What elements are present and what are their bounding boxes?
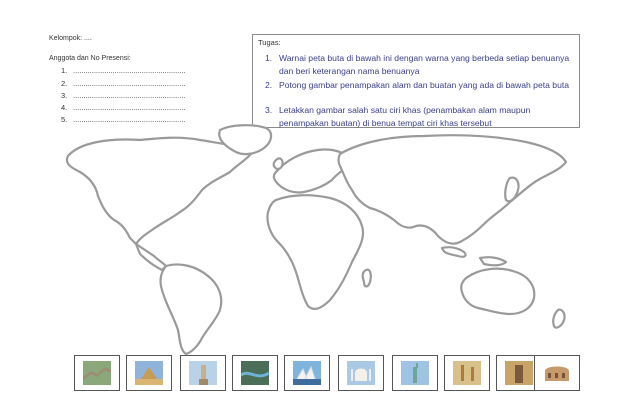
task-title: Tugas: bbox=[258, 38, 281, 47]
member-number: 5. bbox=[61, 115, 68, 124]
member-number: 2. bbox=[61, 79, 68, 88]
member-blank: ...................................................... bbox=[73, 91, 186, 100]
picture-taj-mahal[interactable] bbox=[338, 355, 384, 391]
member-number: 3. bbox=[61, 91, 68, 100]
task-text: Warnai peta buta di bawah ini dengan warna yang berbeda setiap benuanya dan beri keterangan nama benuanya bbox=[279, 53, 570, 76]
sphinx-icon bbox=[135, 361, 163, 385]
british-isles-outline bbox=[274, 158, 283, 169]
task-number: 2. bbox=[265, 80, 273, 90]
picture-river-canyon[interactable] bbox=[232, 355, 278, 391]
australia-outline bbox=[461, 269, 534, 314]
liberty-icon bbox=[401, 361, 429, 385]
africa-outline bbox=[267, 195, 363, 309]
giraffe-icon bbox=[453, 361, 481, 385]
task-text: Letakkan gambar salah satu ciri khas (penambakan alam maupun penampakan buatan) di benua tempat ciri khas tersebut bbox=[279, 105, 531, 128]
moai-icon bbox=[505, 361, 533, 385]
indonesia-outline bbox=[442, 247, 466, 257]
colosseum-icon bbox=[543, 361, 571, 385]
member-blank: ...................................................... bbox=[73, 66, 186, 75]
task-item-2 bbox=[265, 79, 575, 92]
group-label: Kelompok: .... bbox=[49, 35, 92, 42]
picture-opera-house[interactable] bbox=[284, 355, 330, 391]
member-blank: ...................................................... bbox=[73, 103, 186, 112]
south-america-outline bbox=[161, 264, 222, 354]
world-outline-map bbox=[40, 120, 600, 355]
task-text: Potong gambar penampakan alam dan buatan yang ada di bawah peta buta bbox=[279, 80, 570, 90]
new-zealand-outline bbox=[553, 310, 564, 328]
picture-giraffes[interactable] bbox=[444, 355, 490, 391]
picture-colosseum[interactable] bbox=[534, 355, 580, 391]
member-line-1 bbox=[61, 66, 186, 75]
central-america-outline bbox=[136, 244, 166, 270]
task-number: 3. bbox=[265, 105, 273, 115]
north-america-outline bbox=[67, 138, 255, 244]
picture-liberty[interactable] bbox=[392, 355, 438, 391]
members-label: Anggota dan No Presensi: bbox=[49, 55, 131, 62]
member-number: 1. bbox=[61, 66, 68, 75]
madagascar-outline bbox=[363, 270, 371, 287]
member-blank: ...................................................... bbox=[73, 79, 186, 88]
river-canyon-icon bbox=[241, 361, 269, 385]
member-line-2 bbox=[61, 79, 186, 88]
new-guinea-outline bbox=[480, 257, 506, 265]
task-item-1 bbox=[265, 52, 575, 78]
member-line-3 bbox=[61, 91, 186, 100]
taj-mahal-icon bbox=[347, 361, 375, 385]
member-line-4 bbox=[61, 103, 186, 112]
picture-sphinx[interactable] bbox=[126, 355, 172, 391]
picture-great-wall[interactable] bbox=[74, 355, 120, 391]
member-number: 4. bbox=[61, 103, 68, 112]
picture-statue[interactable] bbox=[180, 355, 226, 391]
asia-outline bbox=[339, 135, 567, 243]
task-number: 1. bbox=[265, 53, 273, 63]
opera-house-icon bbox=[293, 361, 321, 385]
statue-icon bbox=[189, 361, 217, 385]
great-wall-icon bbox=[83, 361, 111, 385]
member-blank: ...................................................... bbox=[73, 115, 186, 124]
